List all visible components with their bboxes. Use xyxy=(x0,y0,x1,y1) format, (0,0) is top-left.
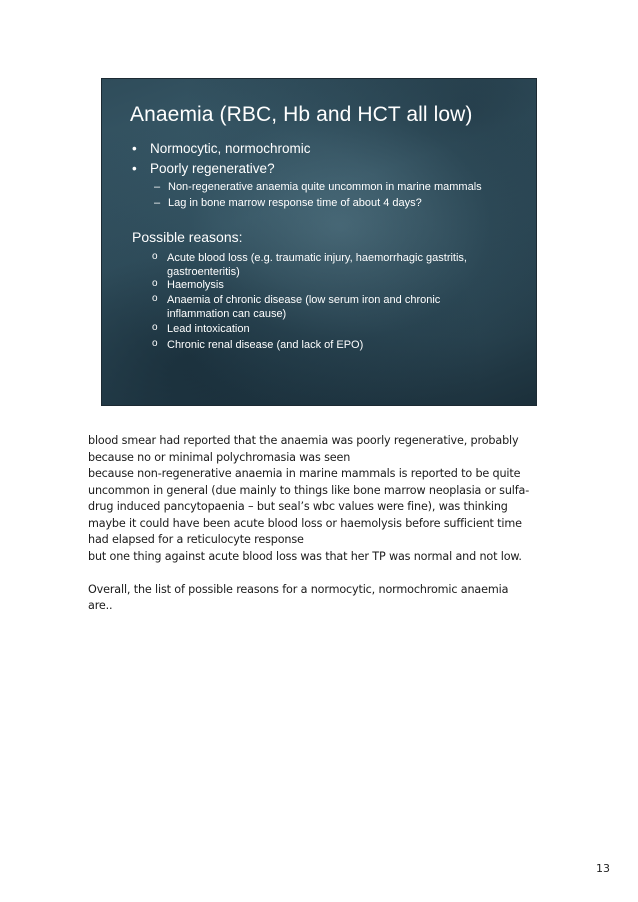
reason-text: Chronic renal disease (and lack of EPO) xyxy=(167,339,364,351)
reason-item xyxy=(152,251,522,279)
reason-marker: o xyxy=(152,278,158,289)
notes-line: maybe it could have been acute blood loss or haemolysis before sufficient time xyxy=(88,516,522,530)
sub-bullet-item xyxy=(154,197,422,209)
notes-line: but one thing against acute blood loss was that her TP was normal and not low. xyxy=(88,549,522,563)
sub-bullet-text: Lag in bone marrow response time of about 4 days? xyxy=(168,197,422,209)
bullet-text: Poorly regenerative? xyxy=(150,161,275,176)
notes-line: blood smear had reported that the anaemia was poorly regenerative, probably xyxy=(88,434,519,447)
notes-line: had elapsed for a reticulocyte response xyxy=(88,533,304,546)
notes-line: uncommon in general (due mainly to things like bone marrow neoplasia or sulfa- xyxy=(88,483,530,497)
reasons-heading: Possible reasons: xyxy=(132,229,243,245)
reason-marker: o xyxy=(152,251,158,262)
reason-marker: o xyxy=(152,322,158,333)
notes-conclusion-line: are.. xyxy=(88,599,113,612)
notes-conclusion-line: Overall, the list of possible reasons for a normocytic, normochromic anaemia xyxy=(88,582,509,596)
page-number: 13 xyxy=(596,862,610,875)
notes-line: drug induced pancytopaenia – but seal’s wbc values were fine), was thinking xyxy=(88,500,508,513)
notes-line: because no or minimal polychromasia was seen xyxy=(88,450,351,464)
slide-title: Anaemia (RBC, Hb and HCT all low) xyxy=(130,103,473,126)
reason-item xyxy=(152,293,472,321)
bullet-item xyxy=(132,141,311,156)
sub-bullet-marker: – xyxy=(154,197,161,209)
notes-line: because non-regenerative anaemia in marine mammals is reported to be quite xyxy=(88,467,521,480)
sub-bullet-item xyxy=(154,181,482,193)
sub-bullet-marker: – xyxy=(154,181,161,193)
reason-text: Haemolysis xyxy=(167,279,224,291)
reason-marker: o xyxy=(152,338,158,349)
bullet-item xyxy=(132,161,275,176)
reason-item xyxy=(152,338,522,352)
sub-bullet-text: Non-regenerative anaemia quite uncommon in marine mammals xyxy=(168,181,482,193)
reason-item xyxy=(152,278,522,292)
reason-marker: o xyxy=(152,293,158,304)
reason-text: Lead intoxication xyxy=(167,323,250,335)
bullet-marker: • xyxy=(132,161,137,176)
bullet-marker: • xyxy=(132,141,137,156)
reason-item xyxy=(152,322,522,336)
speaker-notes xyxy=(88,433,568,615)
reason-text: Anaemia of chronic disease (low serum iron and chronic inflammation can cause) xyxy=(167,294,441,320)
reason-text: Acute blood loss (e.g. traumatic injury, haemorrhagic gastritis, gastroenteritis) xyxy=(167,252,467,278)
slide-image xyxy=(101,78,537,406)
bullet-text: Normocytic, normochromic xyxy=(150,141,311,156)
paragraph-gap xyxy=(88,565,568,582)
